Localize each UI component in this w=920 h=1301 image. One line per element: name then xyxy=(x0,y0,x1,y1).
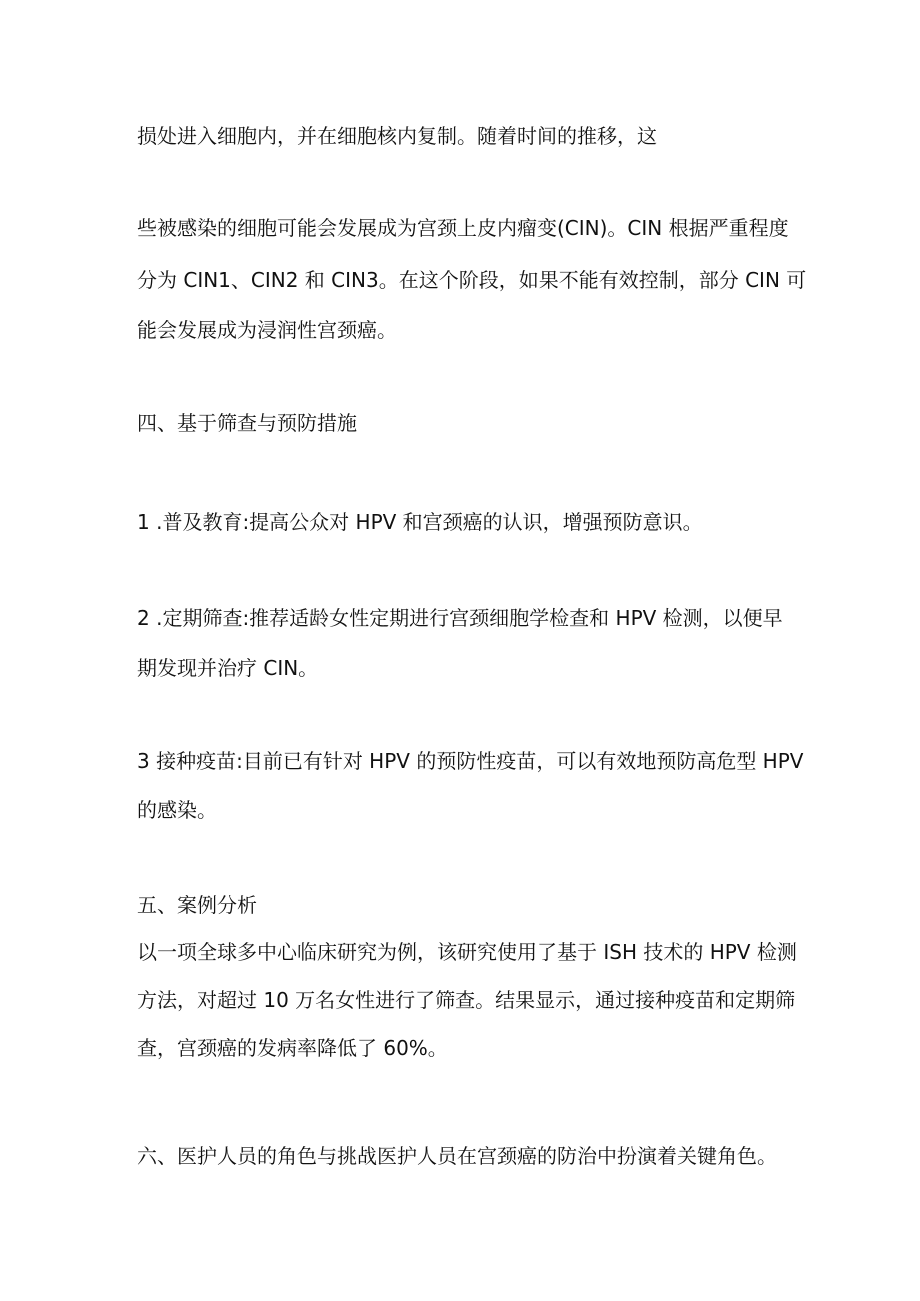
paragraph-line: 能会发展成为浸润性宫颈癌。 xyxy=(137,318,397,342)
list-item: 1 .普及教育:提高公众对 HPV 和宫颈癌的认识，增强预防意识。 xyxy=(137,510,703,534)
list-item: 2 .定期筛查:推荐适龄女性定期进行宫颈细胞学检查和 HPV 检测，以便早 xyxy=(137,606,783,630)
paragraph-line: 分为 CIN1、CIN2 和 CIN3。在这个阶段，如果不能有效控制，部分 CIN 可 xyxy=(137,268,807,292)
section-heading: 四、基于筛查与预防措施 xyxy=(137,411,357,435)
paragraph-line: 些被感染的细胞可能会发展成为宫颈上皮内瘤变(CIN)。CIN 根据严重程度 xyxy=(137,216,789,240)
list-item-continuation: 期发现并治疗 CIN。 xyxy=(137,656,319,680)
list-item: 3 接种疫苗:目前已有针对 HPV 的预防性疫苗，可以有效地预防高危型 HPV xyxy=(137,749,804,773)
section-heading: 六、医护人员的角色与挑战医护人员在宫颈癌的防治中扮演着关键角色。 xyxy=(137,1144,777,1168)
section-heading: 五、案例分析 xyxy=(137,893,257,917)
list-item-continuation: 的感染。 xyxy=(137,798,217,822)
paragraph-line: 查，宫颈癌的发病率降低了 60%。 xyxy=(137,1036,448,1060)
paragraph-line: 损处进入细胞内，并在细胞核内复制。随着时间的推移，这 xyxy=(137,124,657,148)
paragraph-line: 以一项全球多中心临床研究为例，该研究使用了基于 ISH 技术的 HPV 检测 xyxy=(137,940,797,964)
paragraph-line: 方法，对超过 10 万名女性进行了筛查。结果显示，通过接种疫苗和定期筛 xyxy=(137,988,796,1012)
